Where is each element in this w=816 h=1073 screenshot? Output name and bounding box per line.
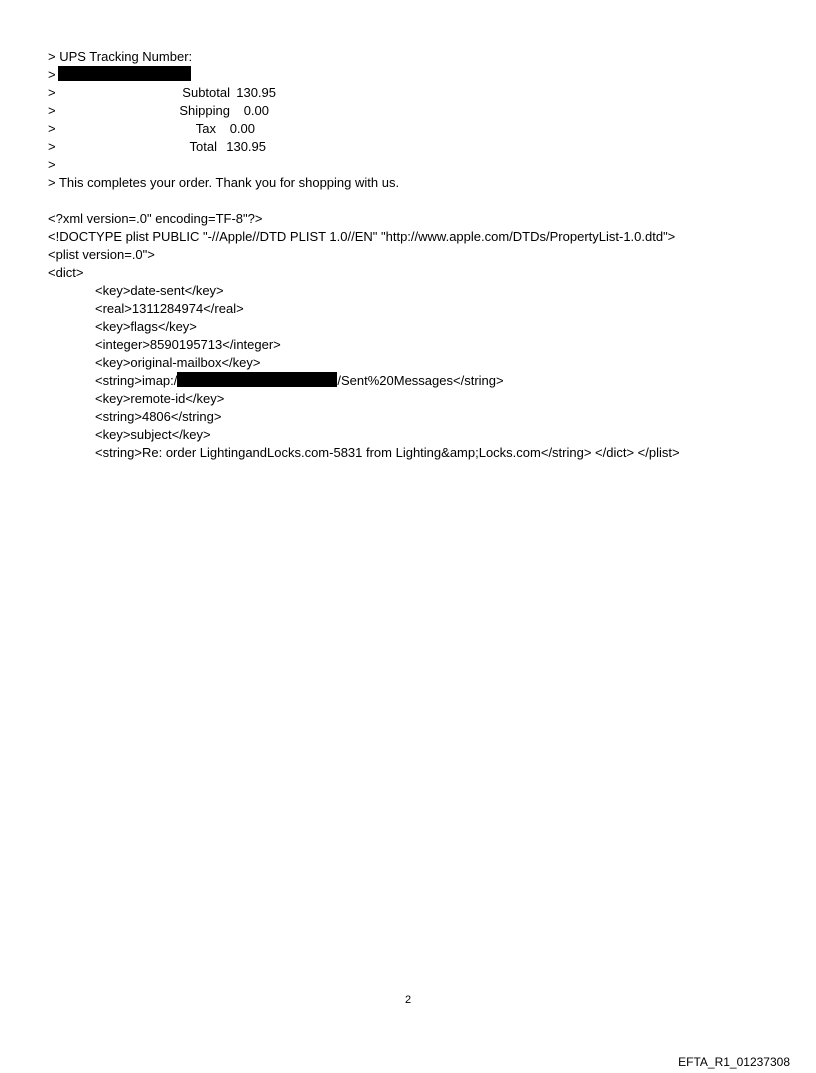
shipping-label: Shipping bbox=[179, 103, 230, 118]
plist-open: <plist version=.0"> bbox=[48, 247, 155, 262]
redacted-tracking-line bbox=[48, 66, 191, 84]
plist-entry: <integer>8590195713</integer> bbox=[95, 337, 281, 352]
closing-text: > This completes your order. Thank you for shopping with us. bbox=[48, 175, 400, 190]
quote-marker: > bbox=[48, 157, 56, 172]
bates-number: EFTA_R1_01237308 bbox=[678, 1055, 790, 1069]
plist-entry: <key>date-sent</key> bbox=[95, 283, 224, 298]
quote-marker: > bbox=[48, 85, 56, 100]
plist-entry: <key>original-mailbox</key> bbox=[95, 355, 261, 370]
xml-declaration: <?xml version=.0" encoding=TF-8"?> bbox=[48, 211, 263, 226]
imap-suffix: /Sent%20Messages</string> bbox=[337, 373, 504, 388]
page-number: 2 bbox=[404, 994, 412, 1006]
redaction-block bbox=[177, 372, 337, 387]
imap-prefix: <string>imap:/ bbox=[95, 373, 178, 388]
total-value: 130.95 bbox=[226, 139, 266, 154]
subtotal-label: Subtotal bbox=[182, 85, 230, 100]
plist-entry: <key>subject</key> bbox=[95, 427, 211, 442]
plist-entry: <key>flags</key> bbox=[95, 319, 197, 334]
plist-entry: <string>Re: order LightingandLocks.com-5831 from Lighting&amp;Locks.com</string> </dict> </plist> bbox=[95, 445, 680, 460]
tax-label: Tax bbox=[195, 121, 216, 136]
tracking-label: > UPS Tracking Number: bbox=[48, 49, 193, 64]
quote-marker: > bbox=[48, 103, 56, 118]
doctype-line: <!DOCTYPE plist PUBLIC "-//Apple//DTD PLIST 1.0//EN" "http://www.apple.com/DTDs/PropertyList-1.0.dtd"> bbox=[48, 229, 676, 244]
plist-entry: <real>1311284974</real> bbox=[95, 301, 244, 316]
imap-string-line bbox=[95, 372, 504, 390]
quote-marker: > bbox=[48, 67, 56, 82]
quote-marker: > bbox=[48, 121, 56, 136]
plist-entry: <string>4806</string> bbox=[95, 409, 222, 424]
subtotal-value: 130.95 bbox=[236, 85, 276, 100]
plist-entry: <key>remote-id</key> bbox=[95, 391, 225, 406]
shipping-value: 0.00 bbox=[243, 103, 269, 118]
dict-open: <dict> bbox=[48, 265, 84, 280]
redaction-block bbox=[58, 66, 191, 81]
total-label: Total bbox=[189, 139, 217, 154]
quote-marker: > bbox=[48, 139, 56, 154]
tax-value: 0.00 bbox=[229, 121, 255, 136]
